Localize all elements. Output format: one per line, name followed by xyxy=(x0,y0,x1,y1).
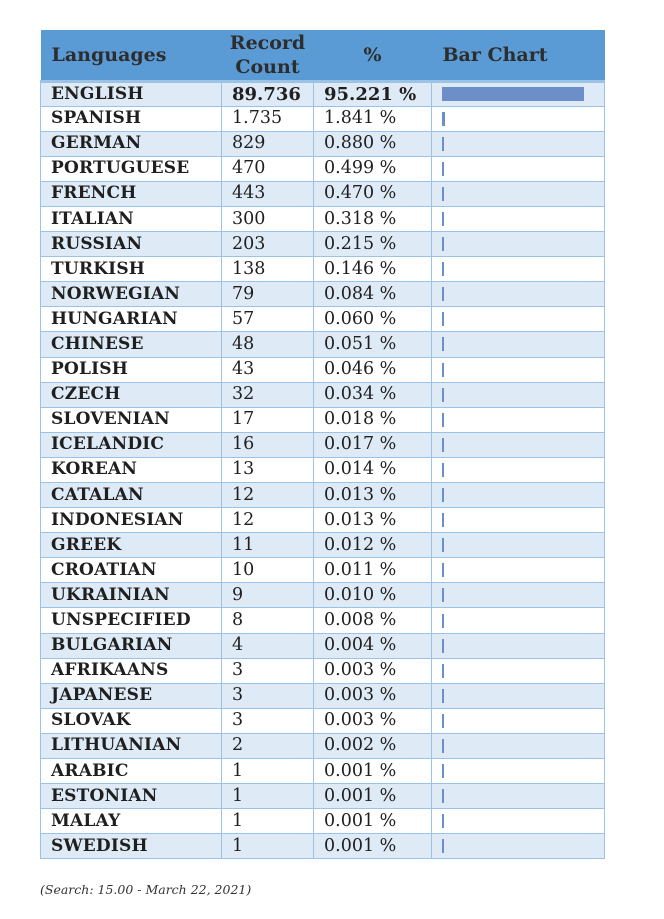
bar-chart-cell xyxy=(432,583,605,608)
language-cell: JAPANESE xyxy=(41,683,222,708)
bar-chart-cell xyxy=(432,633,605,658)
record-count-cell: 3 xyxy=(222,658,314,683)
language-cell: HUNGARIAN xyxy=(41,307,222,332)
percent-cell: 1.841 % xyxy=(314,106,432,131)
bar-track xyxy=(442,137,584,151)
header-percent: % xyxy=(363,43,382,66)
percent-cell: 0.046 % xyxy=(314,357,432,382)
table-row xyxy=(41,332,605,357)
bar-track xyxy=(442,388,584,402)
table-row xyxy=(41,282,605,307)
language-cell: CZECH xyxy=(41,382,222,407)
bar-track xyxy=(442,287,584,301)
percent-cell: 0.003 % xyxy=(314,658,432,683)
percent-cell: 0.010 % xyxy=(314,583,432,608)
table-row xyxy=(41,658,605,683)
bar-fill xyxy=(442,137,444,151)
bar-track xyxy=(442,538,584,552)
bar-chart-cell xyxy=(432,759,605,784)
table-row xyxy=(41,533,605,558)
table-row xyxy=(41,784,605,809)
bar-track xyxy=(442,614,584,628)
language-cell: SLOVENIAN xyxy=(41,407,222,432)
record-count-cell: 89.736 xyxy=(222,81,314,106)
bar-track xyxy=(442,689,584,703)
bar-chart-cell xyxy=(432,206,605,231)
table-row xyxy=(41,583,605,608)
bar-chart-cell xyxy=(432,834,605,859)
language-cell: INDONESIAN xyxy=(41,508,222,533)
bar-chart-cell xyxy=(432,784,605,809)
bar-track xyxy=(442,789,584,803)
record-count-cell: 32 xyxy=(222,382,314,407)
language-cell: SWEDISH xyxy=(41,834,222,859)
bar-fill xyxy=(442,538,444,552)
percent-cell: 0.034 % xyxy=(314,382,432,407)
table-row xyxy=(41,457,605,482)
bar-fill xyxy=(442,187,444,201)
bar-track xyxy=(442,463,584,477)
bar-fill xyxy=(442,789,444,803)
language-cell: FRENCH xyxy=(41,181,222,206)
record-count-cell: 138 xyxy=(222,257,314,282)
record-count-cell: 829 xyxy=(222,131,314,156)
bar-track xyxy=(442,714,584,728)
bar-fill xyxy=(442,764,444,778)
language-cell: LITHUANIAN xyxy=(41,733,222,758)
bar-fill xyxy=(442,312,444,326)
record-count-cell: 1 xyxy=(222,759,314,784)
language-cell: KOREAN xyxy=(41,457,222,482)
table-row xyxy=(41,483,605,508)
table-row xyxy=(41,357,605,382)
record-count-cell: 16 xyxy=(222,432,314,457)
bar-fill xyxy=(442,363,444,377)
bar-chart-cell xyxy=(432,81,605,106)
record-count-cell: 443 xyxy=(222,181,314,206)
bar-track xyxy=(442,312,584,326)
language-cell: AFRIKAANS xyxy=(41,658,222,683)
percent-cell: 0.318 % xyxy=(314,206,432,231)
bar-track xyxy=(442,162,584,176)
bar-chart-cell xyxy=(432,533,605,558)
bar-chart-cell xyxy=(432,558,605,583)
percent-cell: 0.013 % xyxy=(314,483,432,508)
language-cell: BULGARIAN xyxy=(41,633,222,658)
table-row xyxy=(41,633,605,658)
percent-cell: 0.001 % xyxy=(314,759,432,784)
percent-cell: 0.011 % xyxy=(314,558,432,583)
bar-fill xyxy=(442,413,444,427)
percent-cell: 0.060 % xyxy=(314,307,432,332)
bar-chart-cell xyxy=(432,282,605,307)
bar-fill xyxy=(442,337,444,351)
table-row xyxy=(41,156,605,181)
bar-track xyxy=(442,588,584,602)
bar-track xyxy=(442,839,584,853)
bar-fill xyxy=(442,689,444,703)
record-count-cell: 203 xyxy=(222,232,314,257)
bar-track xyxy=(442,513,584,527)
percent-cell: 0.012 % xyxy=(314,533,432,558)
percent-cell: 0.470 % xyxy=(314,181,432,206)
language-cell: UKRAINIAN xyxy=(41,583,222,608)
bar-fill xyxy=(442,488,444,502)
bar-fill xyxy=(442,162,444,176)
record-count-cell: 3 xyxy=(222,708,314,733)
record-count-cell: 3 xyxy=(222,683,314,708)
bar-track xyxy=(442,664,584,678)
bar-chart-cell xyxy=(432,257,605,282)
header-languages: Languages xyxy=(51,43,167,66)
percent-cell: 0.008 % xyxy=(314,608,432,633)
bar-chart-cell xyxy=(432,809,605,834)
bar-fill xyxy=(442,614,444,628)
bar-chart-cell xyxy=(432,457,605,482)
language-cell: MALAY xyxy=(41,809,222,834)
header-record-count xyxy=(222,30,314,81)
table-row xyxy=(41,232,605,257)
table-row xyxy=(41,683,605,708)
language-cell: CATALAN xyxy=(41,483,222,508)
language-cell: POLISH xyxy=(41,357,222,382)
table-row xyxy=(41,508,605,533)
bar-fill xyxy=(442,664,444,678)
table-row xyxy=(41,432,605,457)
bar-track xyxy=(442,87,584,101)
percent-cell: 0.018 % xyxy=(314,407,432,432)
bar-chart-cell xyxy=(432,357,605,382)
record-count-cell: 12 xyxy=(222,483,314,508)
language-cell: ARABIC xyxy=(41,759,222,784)
language-table-container xyxy=(40,30,604,859)
record-count-cell: 57 xyxy=(222,307,314,332)
bar-chart-cell xyxy=(432,483,605,508)
percent-cell: 0.084 % xyxy=(314,282,432,307)
language-cell: ENGLISH xyxy=(41,81,222,106)
bar-track xyxy=(442,112,584,126)
percent-cell: 0.013 % xyxy=(314,508,432,533)
table-row xyxy=(41,382,605,407)
bar-fill xyxy=(442,639,444,653)
bar-track xyxy=(442,563,584,577)
bar-fill xyxy=(442,438,444,452)
bar-fill xyxy=(442,588,444,602)
table-row xyxy=(41,257,605,282)
bar-fill xyxy=(442,563,444,577)
table-row xyxy=(41,809,605,834)
table-row xyxy=(41,834,605,859)
table-row xyxy=(41,407,605,432)
bar-track xyxy=(442,212,584,226)
header-record-count-line2: Count xyxy=(235,55,300,78)
bar-fill xyxy=(442,112,445,126)
record-count-cell: 11 xyxy=(222,533,314,558)
record-count-cell: 10 xyxy=(222,558,314,583)
bar-chart-cell xyxy=(432,708,605,733)
record-count-cell: 1 xyxy=(222,834,314,859)
table-row xyxy=(41,608,605,633)
bar-fill xyxy=(442,262,444,276)
bar-fill xyxy=(442,287,444,301)
bar-chart-cell xyxy=(432,432,605,457)
bar-track xyxy=(442,413,584,427)
bar-chart-cell xyxy=(432,683,605,708)
bar-fill xyxy=(442,87,584,101)
percent-cell: 0.017 % xyxy=(314,432,432,457)
table-row xyxy=(41,733,605,758)
bar-track xyxy=(442,363,584,377)
table-row xyxy=(41,81,605,106)
header-record-count-line1: Record xyxy=(229,31,306,54)
percent-cell: 0.215 % xyxy=(314,232,432,257)
percent-cell: 0.014 % xyxy=(314,457,432,482)
record-count-cell: 2 xyxy=(222,733,314,758)
language-cell: GREEK xyxy=(41,533,222,558)
bar-fill xyxy=(442,739,444,753)
bar-chart-cell xyxy=(432,156,605,181)
bar-chart-cell xyxy=(432,407,605,432)
record-count-cell: 9 xyxy=(222,583,314,608)
bar-track xyxy=(442,739,584,753)
percent-cell: 0.001 % xyxy=(314,809,432,834)
language-cell: UNSPECIFIED xyxy=(41,608,222,633)
bar-chart-cell xyxy=(432,608,605,633)
bar-chart-cell xyxy=(432,232,605,257)
bar-track xyxy=(442,187,584,201)
bar-fill xyxy=(442,814,444,828)
bar-track xyxy=(442,337,584,351)
bar-fill xyxy=(442,513,444,527)
record-count-cell: 1 xyxy=(222,809,314,834)
percent-cell: 0.880 % xyxy=(314,131,432,156)
percent-cell: 0.499 % xyxy=(314,156,432,181)
table-row xyxy=(41,708,605,733)
table-row xyxy=(41,206,605,231)
bar-fill xyxy=(442,714,444,728)
language-cell: SPANISH xyxy=(41,106,222,131)
table-row xyxy=(41,558,605,583)
bar-track xyxy=(442,438,584,452)
search-note: (Search: 15.00 - March 22, 2021) xyxy=(40,882,252,897)
record-count-cell: 43 xyxy=(222,357,314,382)
bar-chart-cell xyxy=(432,131,605,156)
language-cell: PORTUGUESE xyxy=(41,156,222,181)
bar-fill xyxy=(442,237,444,251)
language-cell: SLOVAK xyxy=(41,708,222,733)
table-row xyxy=(41,131,605,156)
header-bar-chart: Bar Chart xyxy=(442,43,548,66)
record-count-cell: 1.735 xyxy=(222,106,314,131)
header-row xyxy=(41,30,605,81)
record-count-cell: 13 xyxy=(222,457,314,482)
record-count-cell: 12 xyxy=(222,508,314,533)
table-header xyxy=(41,30,605,81)
table-body xyxy=(41,81,605,859)
bar-fill xyxy=(442,212,444,226)
bar-chart-cell xyxy=(432,307,605,332)
bar-chart-cell xyxy=(432,181,605,206)
language-cell: CHINESE xyxy=(41,332,222,357)
bar-track xyxy=(442,262,584,276)
bar-chart-cell xyxy=(432,332,605,357)
bar-chart-cell xyxy=(432,382,605,407)
percent-cell: 0.002 % xyxy=(314,733,432,758)
record-count-cell: 4 xyxy=(222,633,314,658)
bar-track xyxy=(442,237,584,251)
bar-track xyxy=(442,639,584,653)
language-cell: ITALIAN xyxy=(41,206,222,231)
bar-chart-cell xyxy=(432,658,605,683)
percent-cell: 95.221 % xyxy=(314,81,432,106)
record-count-cell: 470 xyxy=(222,156,314,181)
bar-chart-cell xyxy=(432,106,605,131)
language-cell: ESTONIAN xyxy=(41,784,222,809)
language-records-table xyxy=(40,30,605,859)
record-count-cell: 17 xyxy=(222,407,314,432)
language-cell: CROATIAN xyxy=(41,558,222,583)
bar-chart-cell xyxy=(432,733,605,758)
percent-cell: 0.001 % xyxy=(314,784,432,809)
table-row xyxy=(41,181,605,206)
percent-cell: 0.051 % xyxy=(314,332,432,357)
percent-cell: 0.003 % xyxy=(314,708,432,733)
table-row xyxy=(41,106,605,131)
bar-track xyxy=(442,764,584,778)
language-cell: RUSSIAN xyxy=(41,232,222,257)
record-count-cell: 1 xyxy=(222,784,314,809)
language-cell: ICELANDIC xyxy=(41,432,222,457)
percent-cell: 0.003 % xyxy=(314,683,432,708)
percent-cell: 0.146 % xyxy=(314,257,432,282)
language-cell: NORWEGIAN xyxy=(41,282,222,307)
record-count-cell: 79 xyxy=(222,282,314,307)
bar-fill xyxy=(442,388,444,402)
record-count-cell: 8 xyxy=(222,608,314,633)
percent-cell: 0.004 % xyxy=(314,633,432,658)
bar-track xyxy=(442,814,584,828)
bar-fill xyxy=(442,463,444,477)
bar-track xyxy=(442,488,584,502)
bar-fill xyxy=(442,839,444,853)
table-row xyxy=(41,307,605,332)
table-row xyxy=(41,759,605,784)
percent-cell: 0.001 % xyxy=(314,834,432,859)
record-count-cell: 300 xyxy=(222,206,314,231)
language-cell: GERMAN xyxy=(41,131,222,156)
record-count-cell: 48 xyxy=(222,332,314,357)
language-cell: TURKISH xyxy=(41,257,222,282)
bar-chart-cell xyxy=(432,508,605,533)
